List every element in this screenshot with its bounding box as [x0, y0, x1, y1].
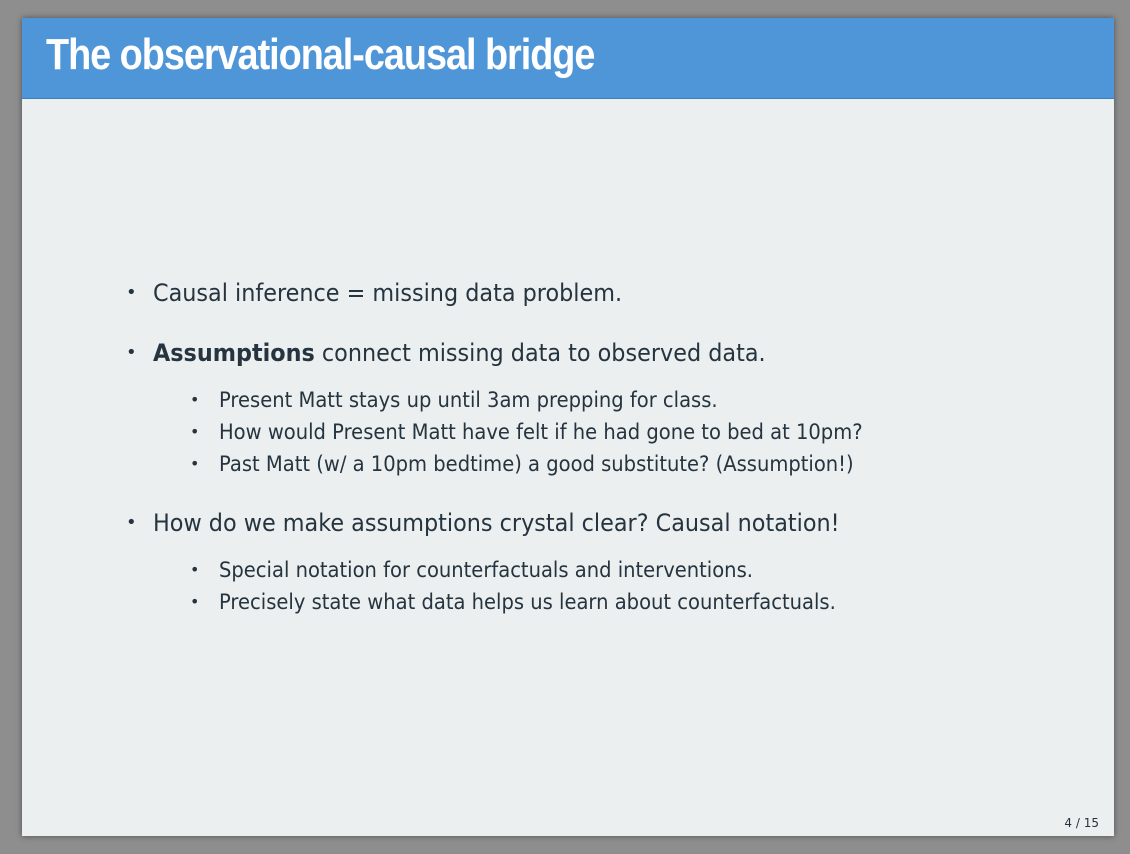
- sub-bullet-text: Present Matt stays up until 3am prepping for class.: [219, 388, 718, 412]
- bullet-item: [122, 336, 1022, 480]
- bullet-item: [122, 276, 1022, 310]
- page-number: 4 / 15: [1064, 816, 1099, 830]
- sub-bullet-list: [153, 554, 1022, 618]
- sub-bullet-text: Past Matt (w/ a 10pm bedtime) a good substitute? (Assumption!): [219, 452, 854, 476]
- bullet-text: connect missing data to observed data.: [314, 339, 766, 367]
- title-bar: [22, 18, 1114, 99]
- bullet-text: How do we make assumptions crystal clear? Causal notation!: [153, 509, 840, 537]
- sub-bullet-text: Special notation for counterfactuals and interventions.: [219, 558, 753, 582]
- sub-bullet-text: How would Present Matt have felt if he had gone to bed at 10pm?: [219, 420, 863, 444]
- bullet-list: [122, 276, 1022, 618]
- sub-bullet-text: Precisely state what data helps us learn about counterfactuals.: [219, 590, 836, 614]
- bullet-text: Causal inference = missing data problem.: [153, 279, 623, 307]
- sub-bullet-list: [153, 384, 1022, 480]
- bullet-item: [122, 506, 1022, 618]
- bullet-bold-term: Assumptions: [153, 339, 315, 367]
- sub-bullet-item: [184, 448, 1022, 480]
- slide-title: The observational-causal bridge: [46, 30, 595, 79]
- sub-bullet-item: [184, 384, 1022, 416]
- sub-bullet-item: [184, 554, 1022, 586]
- sub-bullet-item: [184, 416, 1022, 448]
- sub-bullet-item: [184, 586, 1022, 618]
- slide: [22, 18, 1114, 836]
- slide-content: [122, 276, 1022, 644]
- bullet-text-wrapper: [153, 336, 766, 370]
